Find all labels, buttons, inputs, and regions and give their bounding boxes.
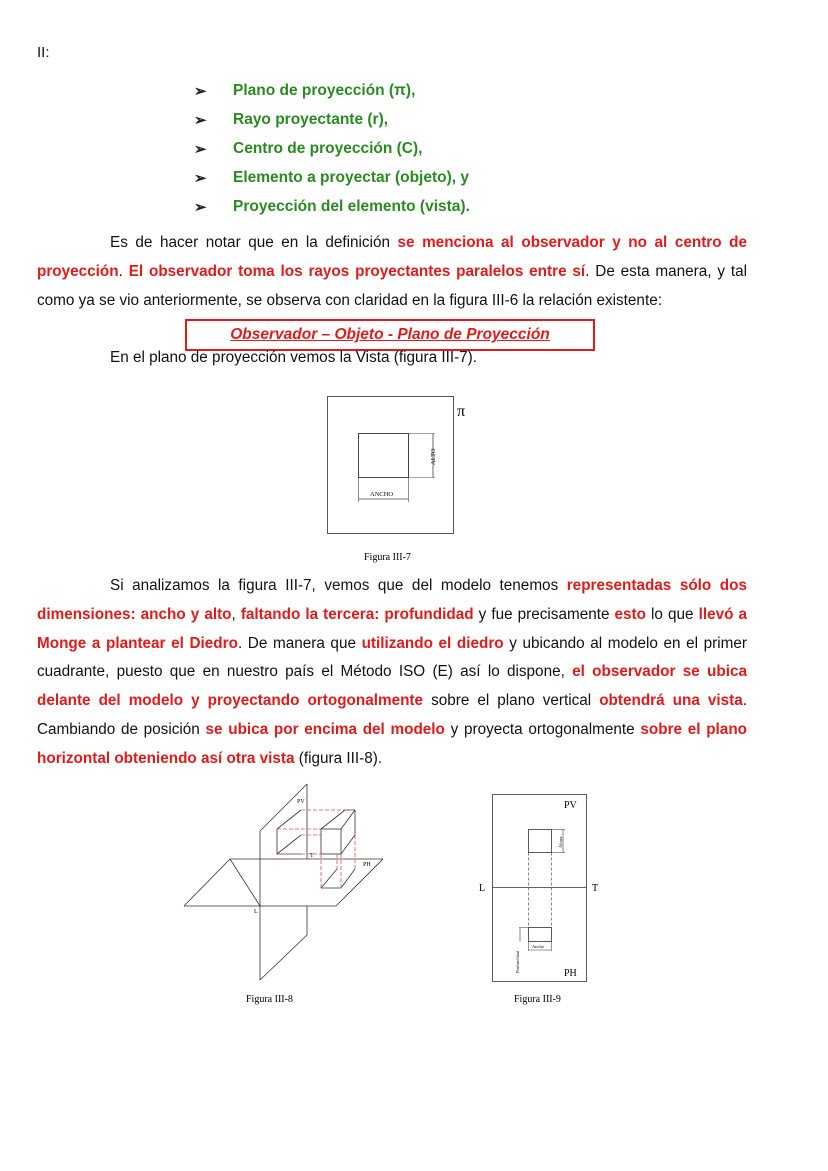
list-item-label: Elemento a proyectar (objeto), y — [233, 168, 469, 186]
figure-caption: Figura III-9 — [514, 994, 561, 1005]
ph-label: PH — [363, 862, 371, 868]
pi-symbol: π — [457, 403, 466, 420]
figure-iii-9 — [470, 780, 620, 1015]
figure-caption: Figura III-8 — [246, 994, 293, 1005]
text-span: . De manera que — [237, 634, 362, 652]
figure-iii-7 — [320, 390, 480, 565]
text-span: sobre el plano vertical — [423, 692, 600, 710]
emphasis-text: utilizando el diedro — [361, 634, 504, 652]
figure-caption: Figura III-7 — [364, 552, 411, 563]
emphasis-text: sobre el plano horizontal obteniendo así otra vista — [37, 720, 748, 767]
emphasis-text: se menciona al observador y no al centro de proyección — [37, 234, 747, 280]
text-span: Si analizamos la figura III-7, vemos que del modelo tenemos — [110, 577, 567, 594]
list-item — [194, 163, 470, 192]
emphasis-text: esto — [614, 605, 646, 623]
text-span: y fue precisamente — [473, 605, 615, 623]
emphasis-text: se ubica por encima del modelo — [205, 720, 445, 738]
emphasis-text: llevó a Monge a plantear el Diedro — [37, 605, 747, 652]
text-span: y ubicando al modelo en el primer cuadrante, puesto que en nuestro país el Método ISO (E) así lo dispone, — [37, 634, 747, 681]
altura-label: Altura — [558, 836, 563, 848]
arrow-bullet-icon: ➢ — [194, 140, 207, 158]
emphasis-text: el observador se ubica delante del modelo y proyectando ortogonalmente — [37, 663, 747, 710]
l-label: L — [254, 909, 258, 915]
emphasis-text: obtendrá una vista — [599, 692, 743, 710]
paragraph-view-intro — [37, 344, 747, 373]
profundidad-label: Profundidad — [515, 950, 520, 973]
text-span: . Cambiando de posición — [37, 692, 747, 738]
text-span: Es de hacer notar que en la definición — [110, 234, 398, 251]
list-item-label: Rayo proyectante (r), — [233, 110, 389, 128]
arrow-bullet-icon: ➢ — [194, 198, 207, 216]
list-item — [194, 192, 470, 221]
list-item — [194, 76, 470, 105]
arrow-bullet-icon: ➢ — [194, 82, 207, 100]
emphasis-text: representadas sólo dos dimensiones: ancho y alto — [37, 577, 747, 623]
arrow-bullet-icon: ➢ — [194, 111, 207, 129]
figure-iii-8 — [170, 780, 400, 1015]
paragraph-analysis — [37, 572, 747, 774]
list-item-label: Centro de proyección (C), — [233, 139, 423, 157]
t-label: T — [310, 853, 314, 859]
text-span: . — [118, 262, 129, 280]
pv-label: PV — [297, 799, 305, 805]
section-heading: II: — [37, 44, 50, 61]
projection-elements-list — [194, 76, 470, 221]
pv-label: PV — [564, 800, 577, 811]
text-span: y proyecta ortogonalmente — [444, 720, 641, 738]
text-span: (figura III-8). — [294, 749, 383, 767]
emphasis-text: faltando la tercera: profundidad — [240, 605, 474, 623]
text-span: En el plano de proyección vemos la Vista (figura III-7). — [110, 349, 478, 366]
arrow-bullet-icon: ➢ — [194, 169, 207, 187]
t-label: T — [592, 883, 599, 894]
list-item-label: Proyección del elemento (vista). — [233, 197, 470, 215]
callout-text: Observador – Objeto - Plano de Proyección — [230, 326, 550, 343]
l-label: L — [479, 883, 486, 894]
list-item — [194, 105, 470, 134]
emphasis-text: El observador toma los rayos proyectantes paralelos entre sí — [128, 262, 586, 280]
ancho-label: Ancho — [532, 944, 544, 949]
paragraph-observer-note — [37, 229, 747, 315]
list-item — [194, 134, 470, 163]
text-span: . De esta manera, y tal como ya se vio anteriormente, se observa con claridad en la figura III-6 la relación existente: — [37, 262, 748, 309]
list-item-label: Plano de proyección (π), — [233, 81, 416, 99]
text-span: , — [231, 605, 241, 623]
ph-label: PH — [564, 968, 577, 979]
ancho-label: ANCHO — [370, 491, 394, 498]
alto-label: ALTO — [430, 448, 437, 465]
text-span: lo que — [645, 605, 699, 623]
